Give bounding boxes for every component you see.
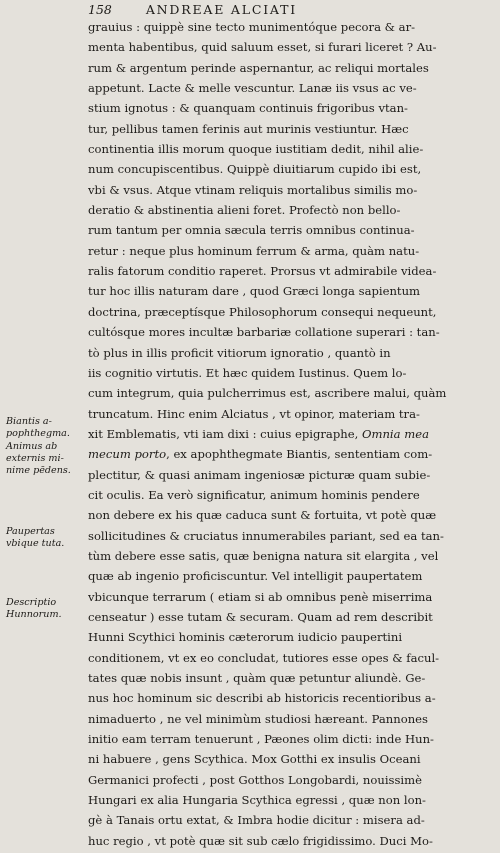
text-line bbox=[88, 648, 486, 668]
text-line bbox=[88, 78, 486, 98]
text-segment: stium ignotus : & quanquam continuis frigoribus vtan- bbox=[88, 101, 408, 116]
text-segment: gè à Tanais ortu extat, & Imbra hodie dicitur : misera ad- bbox=[88, 813, 425, 828]
text-line bbox=[88, 17, 486, 37]
text-line bbox=[88, 383, 486, 403]
text-segment: tates quæ nobis insunt , quàm quæ petuntur aliundè. Ge- bbox=[88, 671, 426, 685]
text-line bbox=[88, 37, 486, 57]
text-line bbox=[88, 302, 486, 322]
text-segment: tur hoc illis naturam dare , quod Græci longa sapientum bbox=[88, 284, 421, 299]
text-segment: vbicunque terrarum ( etiam si ab omnibus penè miserrima bbox=[88, 589, 433, 604]
text-line bbox=[88, 831, 486, 851]
text-segment: rum & argentum perinde aspernantur, ac reliqui mortales bbox=[88, 60, 429, 75]
italic-text: mecum porto bbox=[88, 447, 167, 462]
running-header bbox=[88, 2, 488, 17]
text-line bbox=[88, 180, 486, 200]
text-segment: grauius : quippè sine tecto munimentóque pecora & ar- bbox=[88, 20, 416, 34]
text-segment: Hungari ex alia Hungaria Scythica egressi , quæ non lon- bbox=[88, 793, 426, 808]
text-line bbox=[88, 566, 486, 586]
text-segment: vbi & vsus. Atque vtinam reliquis mortalibus similis mo- bbox=[88, 182, 418, 197]
page-number: 158 bbox=[88, 2, 112, 17]
text-line bbox=[88, 261, 486, 281]
text-segment: nus hoc hominum sic describi ab historicis recentioribus a- bbox=[88, 691, 436, 706]
text-line bbox=[88, 159, 486, 179]
body-text bbox=[88, 17, 486, 851]
text-segment: quæ ab ingenio proficiscuntur. Vel intelligit paupertatem bbox=[88, 569, 423, 584]
marginal-note-animus bbox=[6, 441, 86, 477]
text-line bbox=[88, 587, 486, 607]
text-line bbox=[88, 688, 486, 708]
marginal-note-biantis bbox=[6, 416, 86, 440]
text-line bbox=[88, 444, 486, 464]
text-segment: censeatur ) esse tutam & securam. Quam ad rem describit bbox=[88, 609, 433, 624]
marginal-note-line: externis mi- bbox=[6, 453, 64, 464]
text-line bbox=[88, 220, 486, 240]
marginal-note-line: Hunnorum. bbox=[6, 609, 62, 620]
text-segment: num concupiscentibus. Quippè diuitiarum cupido ibi est, bbox=[88, 162, 422, 177]
text-line bbox=[88, 546, 486, 566]
text-line bbox=[88, 98, 486, 118]
text-segment: xit Emblematis, vti iam dixi : cuius epigraphe, bbox=[88, 426, 362, 441]
text-line bbox=[88, 363, 486, 383]
text-line bbox=[88, 241, 486, 261]
text-line bbox=[88, 810, 486, 830]
text-segment: tur, pellibus tamen ferinis aut murinis vestiuntur. Hæc bbox=[88, 121, 409, 136]
text-segment: retur : neque plus hominum ferrum & arma, quàm natu- bbox=[88, 243, 420, 258]
text-line bbox=[88, 607, 486, 627]
text-segment: ni habuere , gens Scythica. Mox Gotthi ex insulis Oceani bbox=[88, 752, 421, 767]
text-line bbox=[88, 322, 486, 342]
text-line bbox=[88, 668, 486, 688]
text-line bbox=[88, 729, 486, 749]
marginal-note-paupertas bbox=[6, 526, 86, 550]
text-line bbox=[88, 404, 486, 424]
text-line bbox=[88, 119, 486, 139]
text-line bbox=[88, 627, 486, 647]
text-segment: continentia illis morum quoque iustitiam dedit, nihil alie- bbox=[88, 142, 424, 157]
text-line bbox=[88, 281, 486, 301]
text-segment: cit oculis. Ea verò significatur, animum hominis pendere bbox=[88, 487, 420, 502]
text-segment: , ex apophthegmate Biantis, sententiam com- bbox=[166, 447, 433, 462]
text-line bbox=[88, 770, 486, 790]
text-segment: sollicitudines & cruciatus innumerabiles pariant, sed ea tan- bbox=[88, 528, 444, 543]
text-segment: iis cognitio virtutis. Et hæc quidem Iustinus. Quem lo- bbox=[88, 365, 407, 380]
text-segment: tùm debere esse satis, quæ benigna natura sit elargita , vel bbox=[88, 548, 439, 563]
text-segment: menta habentibus, quid saluum esset, si furari liceret ? Au- bbox=[88, 40, 437, 55]
italic-text: Omnia mea bbox=[361, 426, 429, 441]
text-segment: nimaduerto , ne vel minimùm studiosi hæreant. Pannones bbox=[88, 711, 428, 726]
marginal-note-line: nime pēdens. bbox=[6, 465, 71, 476]
text-segment: non debere ex his quæ caduca sunt & fortuita, vt potè quæ bbox=[88, 508, 437, 523]
text-segment: plectitur, & quasi animam ingeniosæ picturæ quam subie- bbox=[88, 467, 431, 482]
text-line bbox=[88, 790, 486, 810]
text-segment: deratio & abstinentia alieni foret. Profectò non bello- bbox=[88, 203, 401, 218]
text-segment: doctrina, præceptísque Philosophorum consequi nequeunt, bbox=[88, 304, 437, 319]
text-line bbox=[88, 485, 486, 505]
text-segment: ralis fatorum conditio raperet. Prorsus vt admirabile videa- bbox=[88, 264, 437, 279]
text-segment: huc regio , vt potè quæ sit sub cælo frigidissimo. Duci Mo- bbox=[88, 833, 433, 848]
text-segment: tò plus in illis proficit vitiorum ignoratio , quantò in bbox=[88, 345, 391, 360]
text-segment: cum integrum, quia pulcherrimus est, ascribere malui, quàm bbox=[88, 386, 447, 401]
running-head-title: ANDREAE ALCIATI bbox=[145, 2, 297, 17]
text-line bbox=[88, 343, 486, 363]
text-segment: rum tantum per omnia sæcula terris omnibus continua- bbox=[88, 223, 415, 238]
text-line bbox=[88, 465, 486, 485]
text-line bbox=[88, 424, 486, 444]
text-segment: Hunni Scythici hominis cæterorum iudicio paupertini bbox=[88, 630, 403, 645]
marginal-note-line: vbique tuta. bbox=[6, 538, 65, 549]
text-segment: initio eam terram tenuerunt , Pæones olim dicti: inde Hun- bbox=[88, 732, 434, 747]
text-line bbox=[88, 139, 486, 159]
text-line bbox=[88, 58, 486, 78]
text-line bbox=[88, 709, 486, 729]
marginal-note-hunnorum bbox=[6, 597, 86, 621]
marginal-note-line: Paupertas bbox=[6, 526, 55, 537]
text-line bbox=[88, 526, 486, 546]
text-line bbox=[88, 505, 486, 525]
marginal-note-line: Biantis a- bbox=[6, 416, 52, 427]
text-segment: truncatum. Hinc enim Alciatus , vt opinor, materiam tra- bbox=[88, 406, 420, 421]
marginal-note-line: Animus ab bbox=[6, 441, 58, 452]
text-segment: cultósque mores incultæ barbariæ collatione superari : tan- bbox=[88, 325, 440, 340]
text-line bbox=[88, 749, 486, 769]
text-segment: appetunt. Lacte & melle vescuntur. Lanæ iis vsus ac ve- bbox=[88, 81, 417, 96]
marginal-note-line: pophthegma. bbox=[6, 428, 70, 439]
marginal-note-line: Descriptio bbox=[6, 597, 57, 608]
text-line bbox=[88, 200, 486, 220]
text-segment: conditionem, vt ex eo concludat, tutiores esse opes & facul- bbox=[88, 650, 440, 665]
text-segment: Germanici profecti , post Gotthos Longobardi, nouissimè bbox=[88, 772, 422, 787]
